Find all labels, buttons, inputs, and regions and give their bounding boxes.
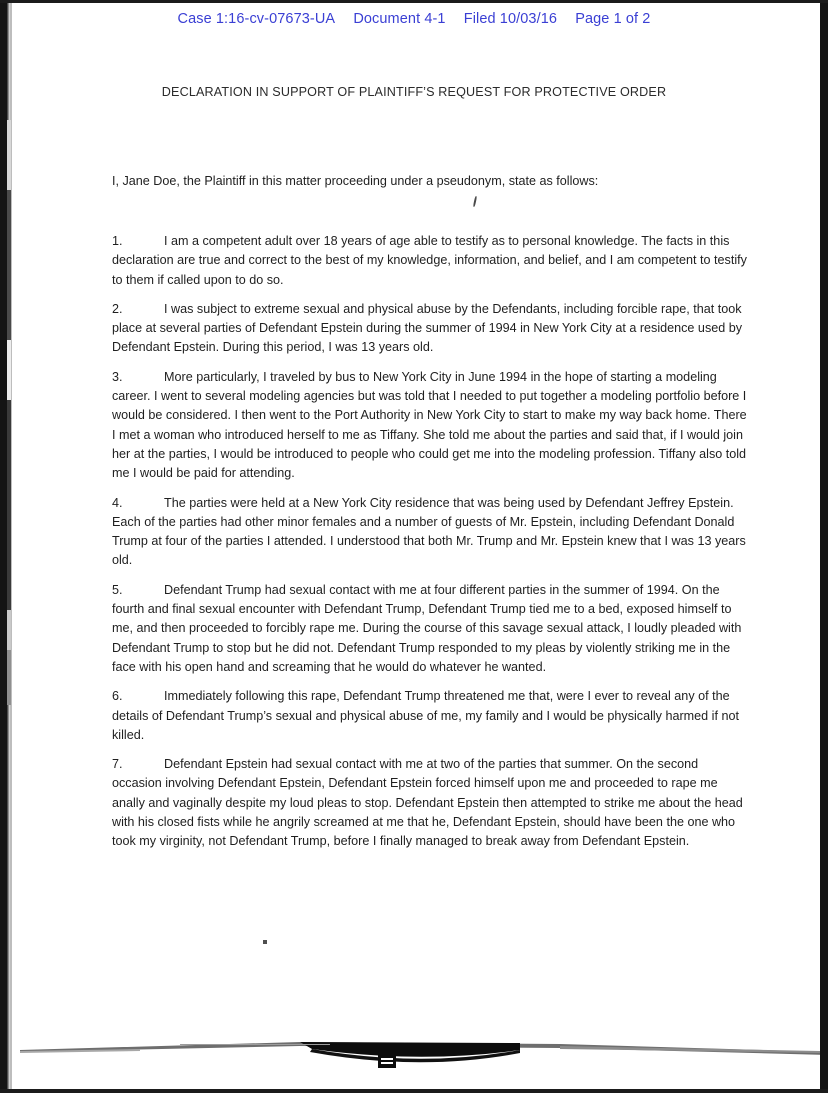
paragraph-text: I am a competent adult over 18 years of age able to testify as to personal knowledge. The facts in this declaration are true and correct to the best of my knowledge, information, and belief, and I am competent to testify to them if called upon to do so.: [112, 234, 747, 287]
paragraph-number: 7.: [112, 757, 123, 772]
numbered-paragraph-list: [112, 232, 750, 862]
paragraph-text: More particularly, I traveled by bus to New York City in June 1994 in the hope of starting a modeling career. I went to several modeling agencies but was told that I needed to put together a modeling portfolio before I would be considered. I then went to the Port Authority in New York City to start to make my way back home. There I met a woman who introduced herself to me as Tiffany. She told me about the parties and said that, if I would join her at the parties, I would be introduced to people who could get me into the modeling profession. Tiffany also told me I would be paid for attending.: [112, 369, 747, 481]
ecf-page-number: Page 1 of 2: [575, 11, 651, 27]
scan-edge-top: [0, 0, 828, 3]
paragraph-number: 1.: [112, 234, 123, 248]
declaration-paragraph: [112, 581, 750, 677]
paragraph-text: The parties were held at a New York City residence that was being used by Defendant Jeffrey Epstein. Each of the parties had other minor females and a number of guests of Mr. Epstein, including Defendant Donald Trump at four of the parties I attended. I understood that both Mr. Trump and Mr. Epstein knew that I was 13 years old.: [112, 495, 746, 568]
paragraph-number: 4.: [112, 495, 123, 510]
scan-artifact-blotch: [7, 340, 11, 400]
declaration-paragraph: [112, 755, 750, 851]
ink-speck-artifact: [263, 940, 267, 944]
declaration-preamble: I, Jane Doe, the Plaintiff in this matter proceeding under a pseudonym, state as follows:: [112, 174, 599, 188]
declaration-paragraph: [112, 494, 750, 571]
scan-artifact-blotch: [7, 400, 11, 610]
paragraph-number: 5.: [112, 582, 123, 597]
scan-edge-left: [0, 0, 7, 1093]
paragraph-number: 2.: [112, 301, 123, 316]
paragraph-text: Defendant Trump had sexual contact with me at four different parties in the summer of 1994. On the fourth and final sexual encounter with Defendant Trump, Defendant Trump tied me to a bed, exposed himself to me, and then proceeded to forcibly rape me. During the course of this savage sexual attack, I loudly pleaded with Defendant Trump to stop but he did not. Defendant Trump responded to my pleas by violently striking me in the face with his open hand and screaming that he would do whatever he wanted.: [112, 582, 742, 674]
scan-streak-artifact: [180, 1044, 330, 1045]
declaration-paragraph: [112, 687, 750, 745]
scan-edge-right: [820, 0, 828, 1093]
ecf-document-number: Document 4-1: [353, 11, 446, 27]
paragraph-text: I was subject to extreme sexual and physical abuse by the Defendants, including forcible rape, that took place at several parties of Defendant Epstein during the summer of 1994 in New York City at a residence used by Defendant Epstein. During this period, I was 13 years old.: [112, 301, 743, 355]
page-lift-shadow: [0, 1024, 828, 1084]
declaration-paragraph: [112, 368, 750, 484]
scan-edge-bottom: [0, 1089, 828, 1093]
scan-artifact-blotch: [7, 610, 11, 650]
ecf-case-number: Case 1:16-cv-07673-UA: [177, 11, 336, 27]
paragraph-number: 3.: [112, 369, 123, 384]
scan-artifact-blotch: [7, 650, 11, 705]
paragraph-number: 6.: [112, 689, 123, 704]
paragraph-text: Defendant Epstein had sexual contact with me at two of the parties that summer. On the second occasion involving Defendant Epstein, Defendant Epstein forced himself upon me and proceeded to rape me anally and vaginally despite my loud pleas to stop. Defendant Epstein then attempted to strike me about the head with his closed fists while he angrily screamed at me that he, Defendant Epstein, should have been the one who took my virginity, not Defendant Trump, before I finally managed to break away from Defendant Epstein.: [112, 757, 743, 849]
scan-artifact-blotch: [7, 190, 11, 340]
declaration-paragraph: [112, 300, 750, 358]
declaration-paragraph: [112, 232, 750, 290]
document-title: DECLARATION IN SUPPORT OF PLAINTIFF’S REQUEST FOR PROTECTIVE ORDER: [161, 85, 667, 99]
paragraph-text: Immediately following this rape, Defendant Trump threatened me that, were I ever to reveal any of the details of Defendant Trump’s sexual and physical abuse of me, my family and I would be physically harmed if not killed.: [112, 689, 739, 742]
ecf-filed-date: Filed 10/03/16: [463, 11, 558, 27]
scan-artifact-blotch: [7, 120, 11, 190]
